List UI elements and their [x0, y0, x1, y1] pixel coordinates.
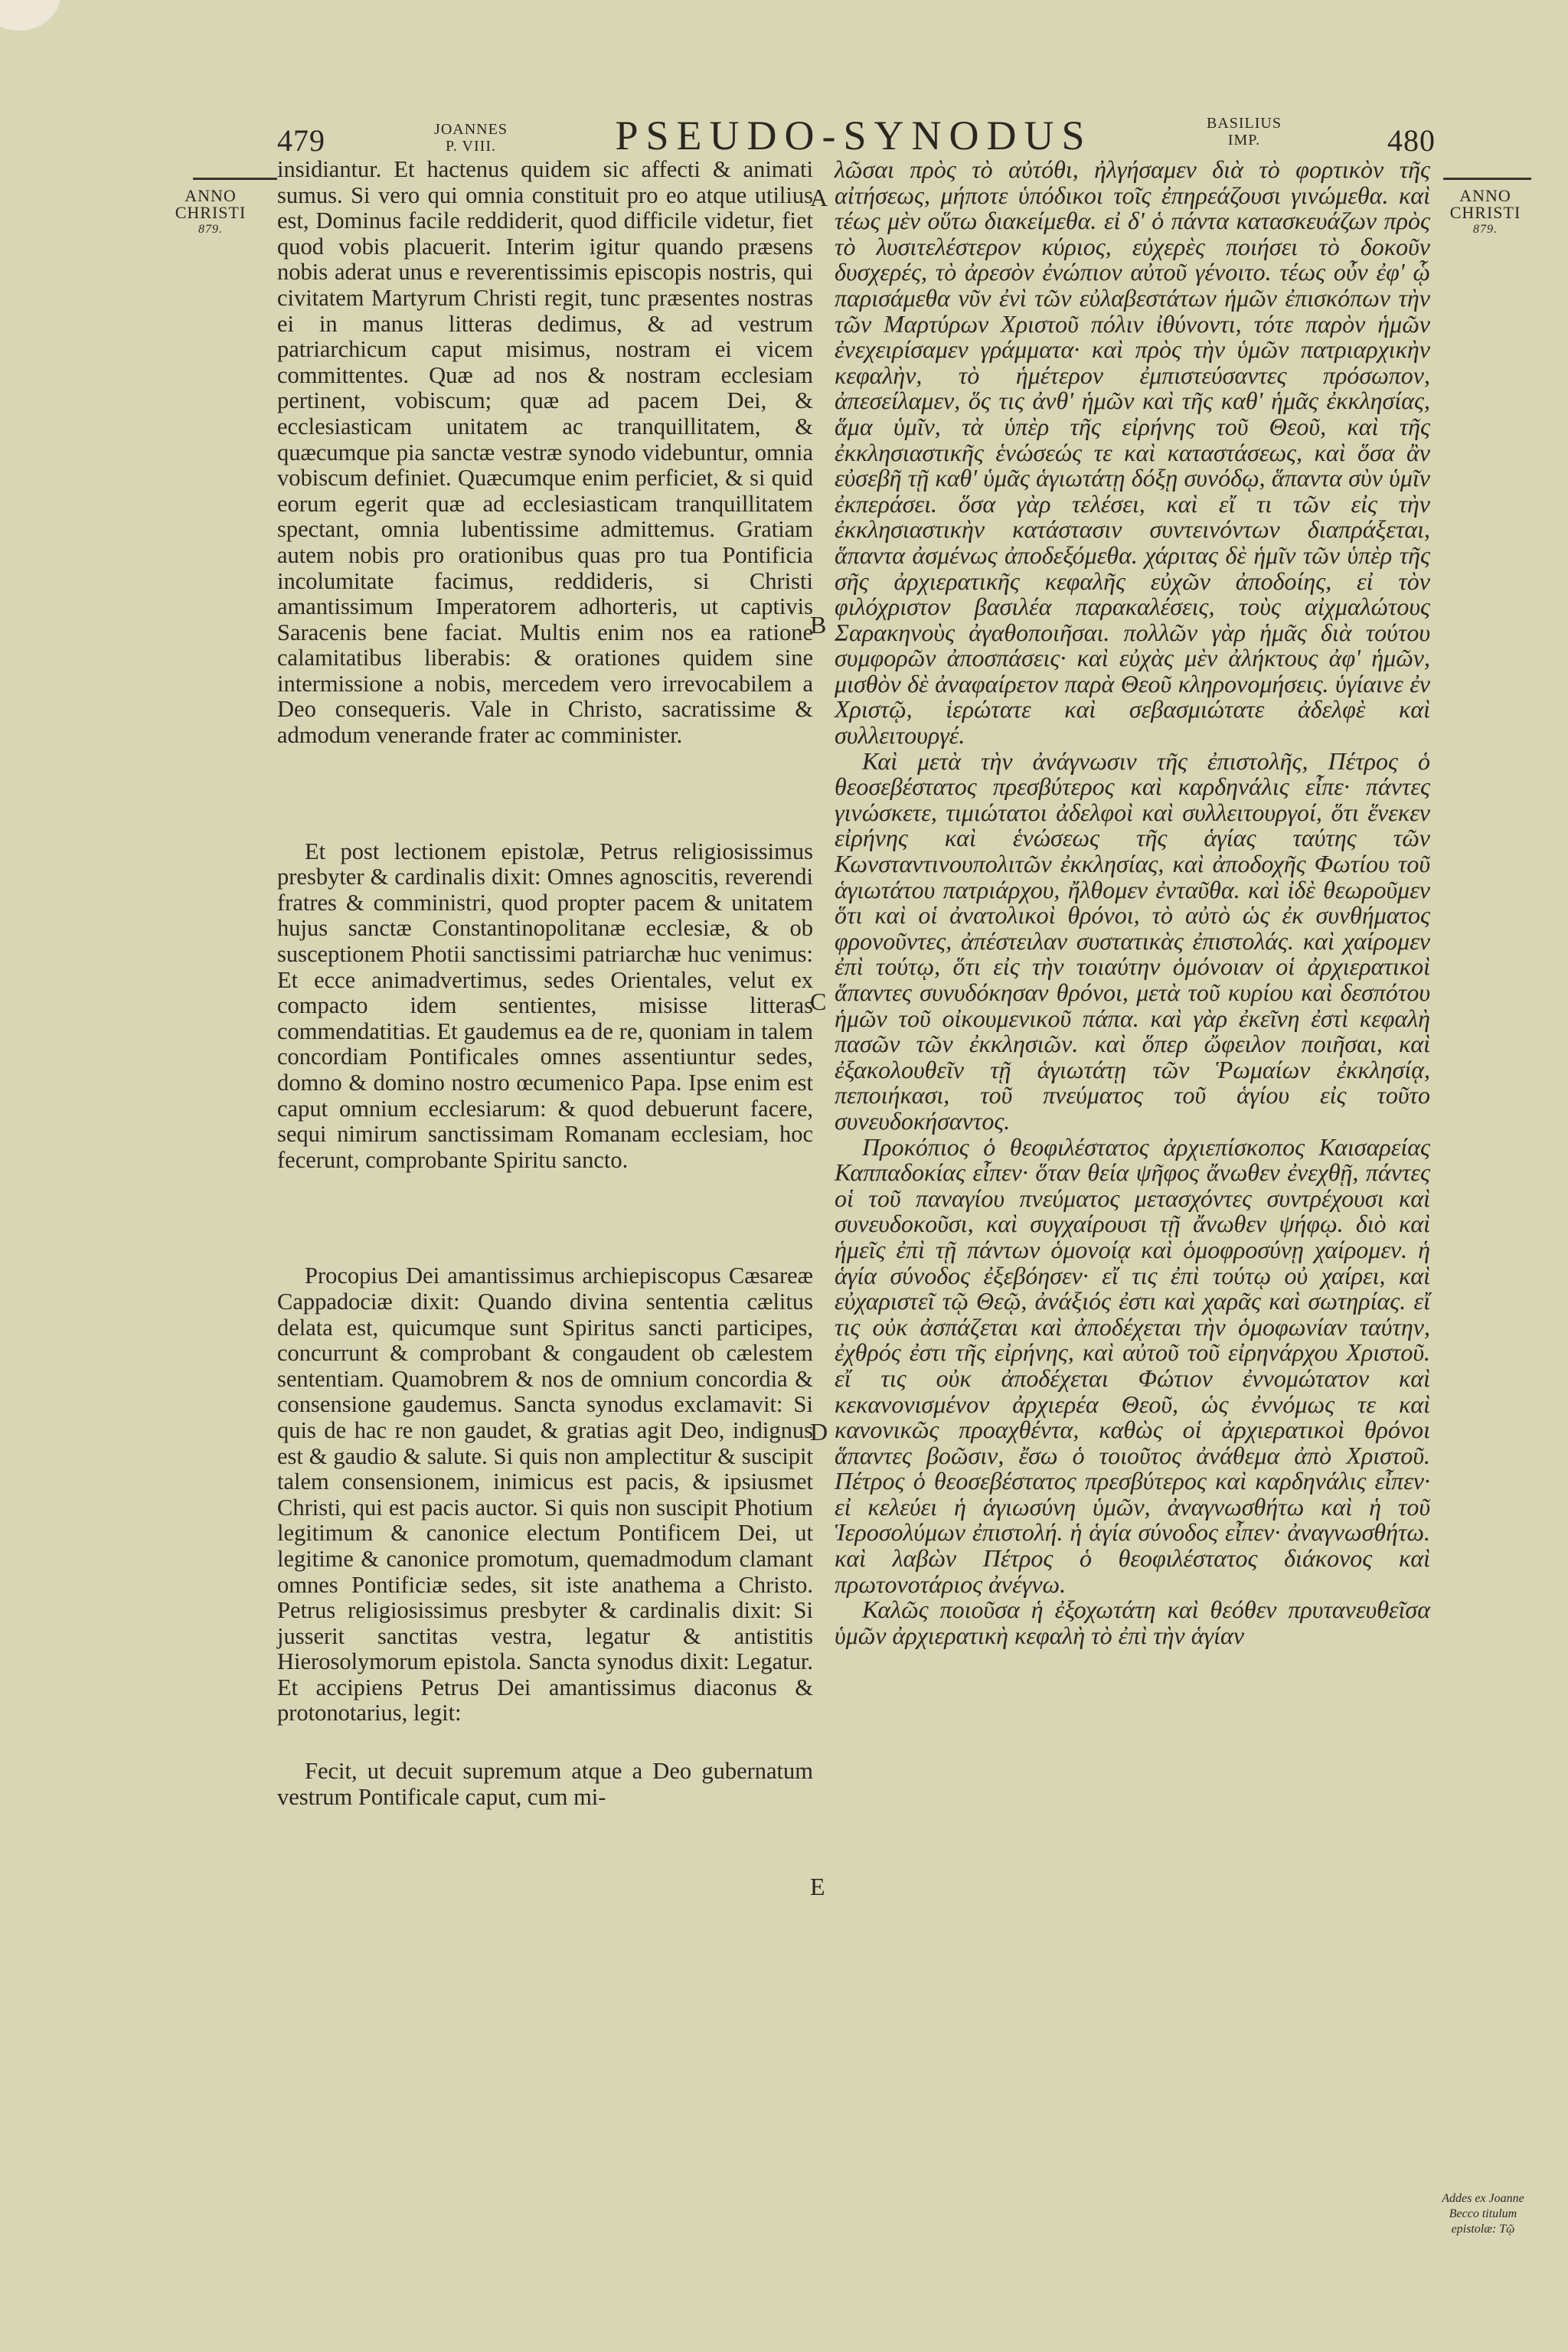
left-header-title: P. VIII.	[446, 138, 496, 155]
right-header-name: BASILIUS	[1206, 115, 1282, 132]
greek-paragraph-4: Καλῶς ποιοῦσα ἡ ἐξοχωτάτη καὶ θεόθεν πρυτανευθεῖσα ὑμῶν ἀρχιερατικὴ κεφαλὴ τὸ ἐπὶ τὴν ἁγίαν	[835, 1596, 1430, 1649]
anno-right-christi: CHRISTI	[1449, 203, 1521, 222]
anno-right-word: ANNO	[1459, 186, 1511, 205]
section-marker-e: E	[810, 1873, 825, 1900]
anno-right-year: 879.	[1473, 223, 1498, 236]
section-marker-c: C	[810, 988, 827, 1015]
greek-paragraph-2: Καὶ μετὰ τὴν ἀνάγνωσιν τῆς ἐπιστολῆς, Πέτρος ὁ θεοσεβέστατος πρεσβύτερος καὶ καρδηνάλις εἶπε· πάντες γινώσκετε, τιμιώτατοι ἀδελφοὶ καὶ συλλειτουργοί, ὅτι ἕνεκεν εἰρήνης καὶ ἑνώσεως τῆς ἁγίας ταύτης τῶν Κωνσταντινουπολιτῶν ἐκκλησίας, καὶ ἀποδοχῆς Φωτίου τοῦ ἁγιωτάτου πατριάρχου, ἤλθομεν ἐνταῦθα. καὶ ἰδὲ θεωροῦμεν ὅτι καὶ οἱ ἀνατολικοὶ θρόνοι, τὸ αὐτὸ ὡς ἐκ συνθήματος φρονοῦντες, ἀπέστειλαν συστατικὰς ἐπιστολάς. καὶ χαίρομεν ἐπὶ τούτῳ, ὅτι εἰς τὴν τοιαύτην ὁμόνοιαν οἱ ἀρχιερατικοὶ ἅπαντες συνυδόκησαν θρόνοι, μετὰ τοῦ κυρίου καὶ δεσπότου ἡμῶν τοῦ οἰκουμενικοῦ πάπα. καὶ γὰρ ἐκεῖνη ἐστὶ κεφαλὴ πασῶν τῶν ἐκκλησιῶν. καὶ ὅπερ ὤφειλον ποιῆσαι, καὶ ἐξακολουθεῖν τῇ ἁγιωτάτῃ τῶν Ῥωμαίων ἐκκλησίᾳ, πεποιήκασι, τοῦ πνεύματος τοῦ ἁγίου εἰς τοῦτο συνευδοκήσαντος.	[835, 746, 1430, 1135]
section-marker-d: D	[810, 1418, 828, 1446]
right-header-label	[1194, 115, 1294, 149]
latin-paragraph-1: insidiantur. Et hactenus quidem sic affecti & animati sumus. Si vero qui omnia constituit pro eo atque utilius est, Dominus facile reddiderit, quod difficile videtur, fiet quod vobis placuerit. Interim igitur quando præsens nobis aderat unus e reverentissimis episcopis nostris, qui civitatem Martyrum Christi regit, tunc præsentes nostras ei in manus litteras dedimus, & ad vestrum patriarchicum caput misimus, nostram ei vicem committentes. Quæ ad nos & nostram ecclesiam pertinent, vobiscum; quæ ad pacem Dei, & ecclesiasticam unitatem ac tranquillitatem, & quæcumque pia sanctæ vestræ synodo videbuntur, omnia vobiscum definiet. Quæcumque enim perficiet, & si quid eorum egerit quæ ad ecclesiasticam tranquillitatem spectant, omnia lubentissime admittemus. Gratiam autem nobis pro orationibus quas pro tua Pontificia incolumitate facimus, reddideris, si Christi amantissimum Imperatorem adhorteris, ut captivis Saracenis bene faciat. Multis enim nos ea ratione calamitatibus liberabis: & orationes quidem sine intermissione a nobis, mercedem vero irrevocabilem a Deo consequeris. Vale in Christo, sacratissime & admodum venerande frater ac comminister.	[277, 156, 813, 749]
right-header-title: IMP.	[1227, 132, 1261, 149]
left-header-label	[413, 121, 528, 155]
anno-left	[172, 188, 249, 238]
left-header-name: JOANNES	[434, 121, 508, 138]
anno-left-word: ANNO	[185, 186, 237, 205]
anno-left-christi: CHRISTI	[175, 203, 247, 222]
latin-column	[277, 157, 813, 1810]
left-header-rule	[193, 178, 277, 180]
section-marker-a: A	[810, 184, 828, 211]
page-corner	[0, 0, 61, 31]
greek-paragraph-1: λῶσαι πρὸς τὸ αὐτόθι, ἠλγήσαμεν διὰ τὸ φορτικὸν τῆς αἰτήσεως, μήποτε ὑπόδικοι τοῖς ἐπηρεάζουσι γινώμεθα. καὶ τέως μὲν οὕτω διακείμεθα. εἰ δ' ὁ πάντα κατασκευάζων πρὸς τὸ λυσιτελέστερον κύριος, εὐχερὲς ποιήσει τὸ δοκοῦν δυσχερές, τὸ ἀρεσὸν ἐνώπιον αὐτοῦ γένοιτο. τέως οὖν ἐφ' ᾧ παρισάμεθα νῦν ἐνὶ τῶν εὐλαβεστάτων ἡμῶν ἐπισκόπων τὴν τῶν Μαρτύρων Χριστοῦ πόλιν ἰθύνοντι, τότε παρὸν ἡμῶν ἐνεχειρίσαμεν γράμματα· καὶ πρὸς τὴν ὑμῶν πατριαρχικὴν κεφαλὴν, τὸ ἡμέτερον ἐμπιστεύσαντες πρόσωπον, ἀπεσείλαμεν, ὅς τις ἀνθ' ἡμῶν καὶ τῆς καθ' ἡμᾶς ἐκκλησίας, ἅμα ὑμῖν, τὰ ὑπὲρ τῆς εἰρήνης τοῦ Θεοῦ, καὶ τῆς ἐκκλησιαστικῆς ἑνώσεώς τε καὶ καταστάσεως, καὶ ὅσα ἂν εὐσεβῆ τῇ καθ' ὑμᾶς ἁγιωτάτῃ δόξῃ συνόδῳ, ἅπαντα σὺν ὑμῖν ἐκπεράσει. ὅσα γὰρ τελέσει, καὶ εἴ τι τῶν εἰς τὴν ἐκκλησιαστικὴν κατάστασιν συντεινόντων διαπράξεται, ἅπαντα ἀσμένως ἀποδεξόμεθα. χάριτας δὲ ἡμῖν τῶν ὑπὲρ τῆς σῆς ἀρχιερατικῆς κεφαλῆς εὐχῶν ἀποδοίης, εἰ τὸν φιλόχριστον βασιλέα παρακαλέσεις, τοὺς αἰχμαλώτους Σαρακηνοὺς ἀγαθοποιῆσαι. πολλῶν γὰρ ἡμᾶς διὰ τούτου συμφορῶν ἀποσπάσεις· καὶ εὐχὰς μὲν ἀλήκτους ἀφ' ἡμῶν, μισθὸν δὲ ἀναφαίρετον παρὰ Θεοῦ κληρονομήσεις. ὑγίαινε ἐν Χριστῷ, ἱερώτατε καὶ σεβασμιώτατε ἀδελφὲ καὶ συλλειτουργέ.	[835, 155, 1430, 750]
anno-left-year: 879.	[198, 223, 223, 236]
section-marker-b: B	[810, 611, 827, 639]
right-header-rule	[1443, 178, 1531, 180]
left-page-number: 479	[277, 123, 325, 158]
greek-paragraph-3: Προκόπιος ὁ θεοφιλέστατος ἀρχιεπίσκοπος Καισαρείας Καππαδοκίας εἶπεν· ὅταν θεία ψῆφος ἄνωθεν ἐνεχθῇ, πάντες οἱ τοῦ παναγίου πνεύματος μετασχόντες συντρέχουσι καὶ συνευδοκοῦσι, καὶ συγχαίρουσι τῇ ἄνωθεν ψήφῳ. διὸ καὶ ἡμεῖς ἐπὶ τῇ πάντων ὁμονοίᾳ καὶ ὁμοφροσύνῃ χαίρομεν. ἡ ἁγία σύνοδος ἐξεβόησεν· εἴ τις ἐπὶ τούτῳ οὐ χαίρει, καὶ εὐχαριστεῖ τῷ Θεῷ, ἀνάξιός ἐστι καὶ χαρᾶς καὶ σωτηρίας. εἴ τις οὐκ ἀσπάζεται καὶ ἀποδέχεται τὴν ὁμοφωνίαν ταύτην, ἐχθρός ἐστι τῆς εἰρήνης, καὶ αὐτοῦ τοῦ εἰρηνάρχου Χριστοῦ. εἴ τις οὐκ ἀποδέχεται Φώτιον ἐννομώτατον καὶ κεκανονισμένον ἀρχιερέα Θεοῦ, ὡς ἐννόμως τε καὶ κανονικῶς προαχθέντα, καθὼς οἱ ἀρχιερατικοὶ θρόνοι ἅπαντες βοῶσιν, ἔσω ὁ τοιοῦτος ἀνάθεμα ἀπὸ Χριστοῦ. Πέτρος ὁ θεοσεβέστατος πρεσβύτερος καὶ καρδηνάλις εἶπεν· εἰ κελεύει ἡ ἁγιωσύνη ὑμῶν, ἀναγνωσθήτω καὶ ἡ τοῦ Ἱεροσολύμων ἐπιστολή. ἡ ἁγία σύνοδος εἶπεν· ἀναγνωσθήτω. καὶ λαβὼν Πέτρος ὁ θεοφιλέστατος διάκονος καὶ πρωτονοτάριος ἀνέγνω.	[835, 1132, 1430, 1598]
latin-paragraph-2: Et post lectionem epistolæ, Petrus religiosissimus presbyter & cardinalis dixit: Omnes agnoscitis, reverendi fratres & comministri, quod propter pacem & unitatem hujus sanctæ Constantinopolitanæ ecclesiæ, & ob susceptionem Photii sanctissimi patriarchæ huc venimus: Et ecce animadvertimus, sedes Orientales, velut ex compacto idem sentientes, misisse litteras commendatitias. Et gaudemus ea de re, quoniam in talem concordiam Pontificales omnes assentiuntur sedes, domno & domino nostro œcumenico Papa. Ipse enim est caput omnium ecclesiarum: & quod debuerunt facere, sequi nimirum sanctissimam Romanam ecclesiam, hoc fecerunt, comprobante Spiritu sancto.	[277, 838, 813, 1173]
anno-right	[1439, 188, 1531, 238]
right-page-number: 480	[1387, 123, 1436, 158]
greek-column	[835, 157, 1430, 1648]
latin-paragraph-3: Procopius Dei amantissimus archiepiscopus Cæsareæ Cappadociæ dixit: Quando divina sententia cælitus delata est, quicumque sunt Spiritus sancti participes, concurrunt & comprobant & congaudent ob cælestem sententiam. Quamobrem & nos de omnium concordia & consensione gaudemus. Sancta synodus exclamavit: Si quis de hac re non gaudet, & gratias agit Deo, indignus est & gaudio & salute. Si quis non amplectitur & suscipit talem consensionem, inimicus est pacis, & ipsiusmet Christi, qui est pacis auctor. Si quis non suscipit Photium legitimum & canonice electum Pontificem Dei, ut legitime & canonice promotum, quemadmodum clamant omnes Pontificiæ sedes, sit iste anathema a Christo. Petrus religiosissimus presbyter & cardinalis dixit: Si jusserit sanctitas vestra, legatur & antistitis Hierosolymorum epistola. Sancta synodus dixit: Legatur. Et accipiens Petrus Dei amantissimus diaconus & protonotarius, legit:	[277, 1263, 813, 1726]
latin-paragraph-4: Fecit, ut decuit supremum atque a Deo gubernatum vestrum Pontificale caput, cum mi-	[277, 1758, 813, 1810]
margin-note: Addes ex Joanne Becco titulum epistolæ: Tῷ	[1442, 2192, 1524, 2236]
page-title: PSEUDO-SYNODUS	[615, 113, 1093, 158]
